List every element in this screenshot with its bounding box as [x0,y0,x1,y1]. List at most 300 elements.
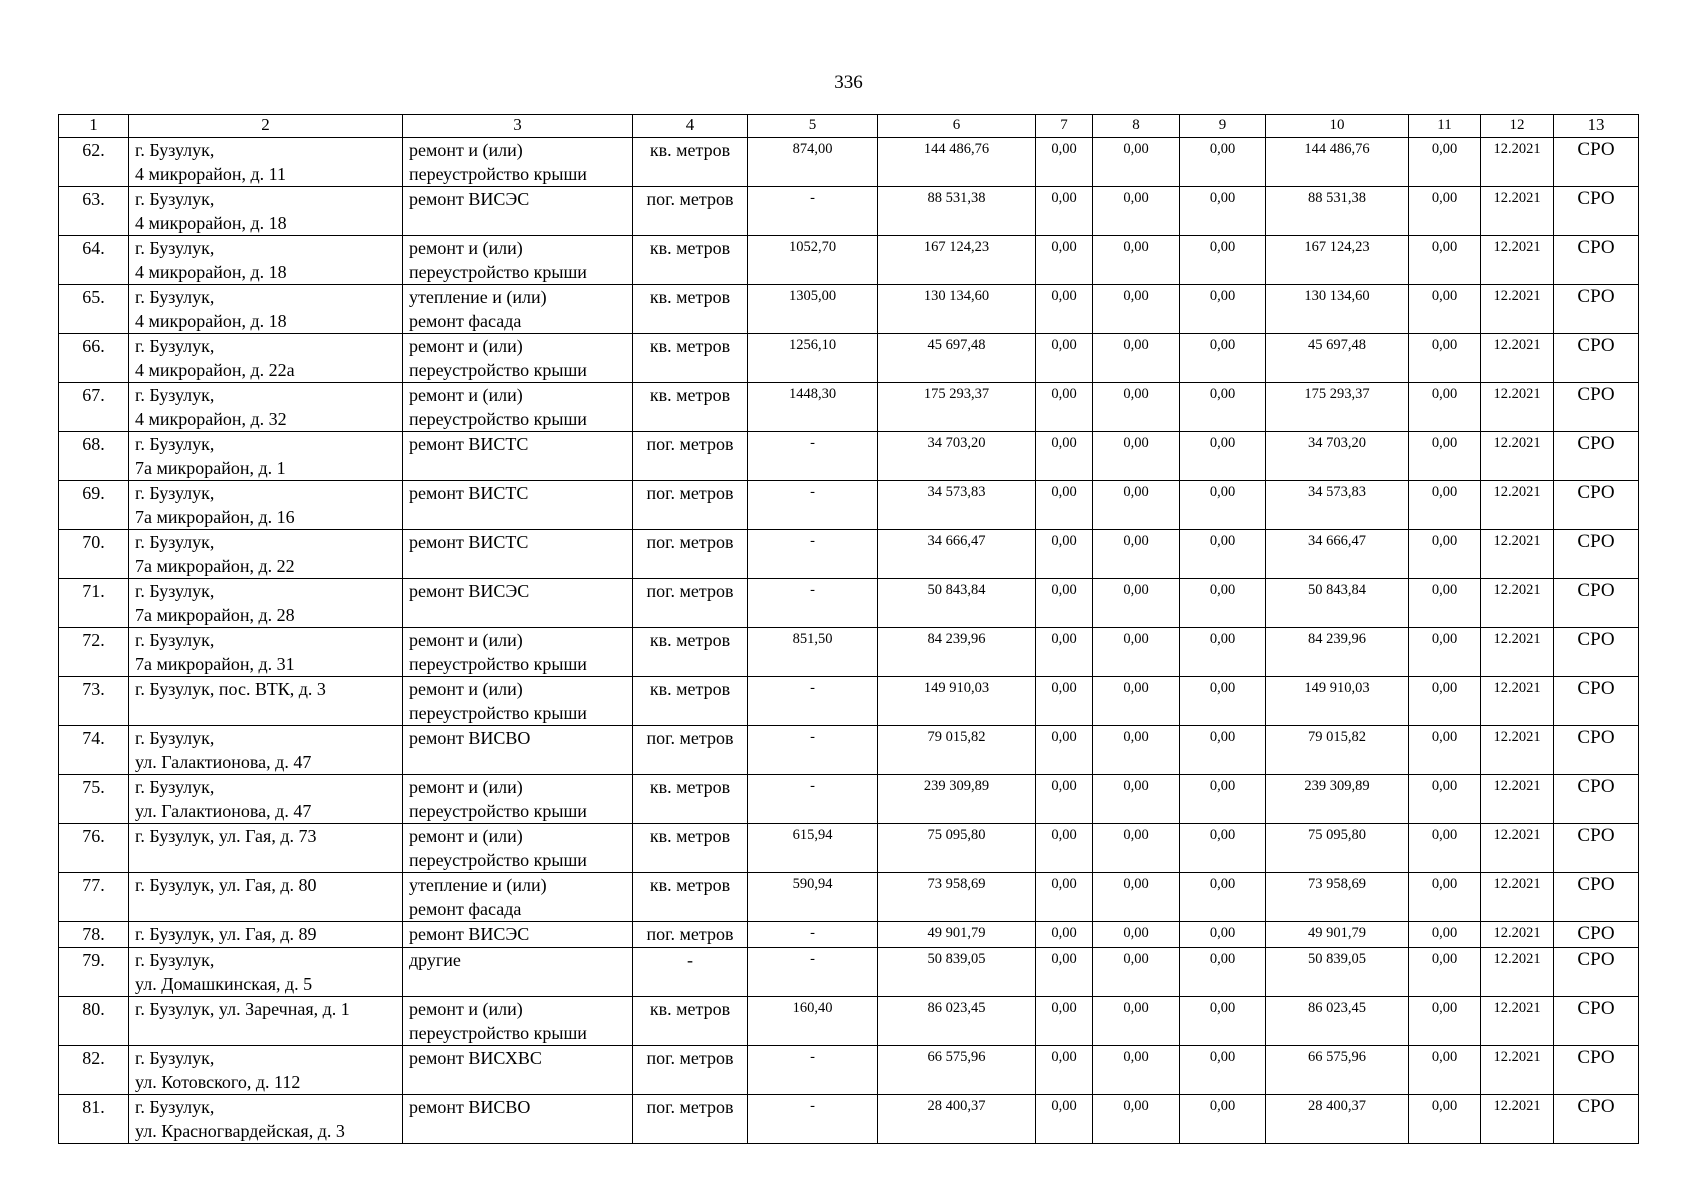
column-header: 13 [1554,115,1639,138]
address-cell [129,997,403,1046]
unit-cell: пог. метров [633,432,748,481]
row-number-cell: 69. [59,481,129,530]
table-row [59,628,1639,677]
value-cell-c6: 79 015,82 [878,726,1036,775]
row-number-cell: 81. [59,1095,129,1144]
column-header: 6 [878,115,1036,138]
value-cell-c6: 84 239,96 [878,628,1036,677]
row-number-cell: 63. [59,187,129,236]
work-type-line: ремонт и (или) [409,826,523,846]
value-cell-c9: 0,00 [1180,997,1266,1046]
value-cell-c7: 0,00 [1036,1046,1093,1095]
table-row [59,997,1639,1046]
row-number-cell: 68. [59,432,129,481]
address-line: г. Бузулук, [135,434,215,454]
value-cell-c11: 0,00 [1409,628,1481,677]
address-cell [129,138,403,187]
value-cell-c6: 45 697,48 [878,334,1036,383]
work-type-cell [403,628,633,677]
address-line: г. Бузулук, [135,950,215,970]
work-type-line: утепление и (или) [409,875,547,895]
address-line: 7а микрорайон, д. 16 [135,507,295,527]
address-line: г. Бузулук, [135,728,215,748]
value-cell-c5: - [748,948,878,997]
work-type-line: ремонт и (или) [409,385,523,405]
work-type-line: ремонт ВИСЭС [409,581,530,601]
unit-cell: кв. метров [633,383,748,432]
row-number-cell: 74. [59,726,129,775]
value-cell-c10: 73 958,69 [1266,873,1409,922]
value-cell-c10: 84 239,96 [1266,628,1409,677]
value-cell-c6: 73 958,69 [878,873,1036,922]
address-line: г. Бузулук, ул. Заречная, д. 1 [135,999,350,1019]
value-cell-c8: 0,00 [1093,1046,1180,1095]
work-type-cell [403,236,633,285]
value-cell-c9: 0,00 [1180,481,1266,530]
value-cell-c6: 239 309,89 [878,775,1036,824]
value-cell-c7: 0,00 [1036,1095,1093,1144]
value-cell-c5: - [748,726,878,775]
value-cell-c8: 0,00 [1093,285,1180,334]
method-cell: СРО [1554,997,1639,1046]
value-cell-c9: 0,00 [1180,138,1266,187]
address-line: г. Бузулук, [135,483,215,503]
work-type-line: ремонт ВИСЭС [409,189,530,209]
row-number-cell: 66. [59,334,129,383]
unit-cell: кв. метров [633,285,748,334]
value-cell-c8: 0,00 [1093,334,1180,383]
table-row [59,530,1639,579]
address-line: 7а микрорайон, д. 22 [135,556,295,576]
value-cell-c8: 0,00 [1093,922,1180,948]
address-line: г. Бузулук, ул. Гая, д. 89 [135,924,317,944]
value-cell-c5: - [748,530,878,579]
value-cell-c7: 0,00 [1036,997,1093,1046]
row-number-cell: 67. [59,383,129,432]
table-row [59,1095,1639,1144]
value-cell-c11: 0,00 [1409,948,1481,997]
unit-cell: кв. метров [633,873,748,922]
unit-cell: кв. метров [633,236,748,285]
table-row [59,677,1639,726]
value-cell-c8: 0,00 [1093,948,1180,997]
table-row [59,285,1639,334]
value-cell-c6: 144 486,76 [878,138,1036,187]
address-line: г. Бузулук, [135,385,215,405]
value-cell-c12: 12.2021 [1481,530,1554,579]
value-cell-c6: 34 573,83 [878,481,1036,530]
unit-cell: пог. метров [633,922,748,948]
value-cell-c12: 12.2021 [1481,948,1554,997]
unit-cell: кв. метров [633,677,748,726]
table-row [59,187,1639,236]
value-cell-c9: 0,00 [1180,285,1266,334]
value-cell-c6: 28 400,37 [878,1095,1036,1144]
value-cell-c7: 0,00 [1036,334,1093,383]
address-line: г. Бузулук, [135,1097,215,1117]
value-cell-c8: 0,00 [1093,628,1180,677]
address-cell [129,481,403,530]
unit-cell: пог. метров [633,187,748,236]
value-cell-c5: - [748,481,878,530]
value-cell-c6: 34 703,20 [878,432,1036,481]
value-cell-c8: 0,00 [1093,138,1180,187]
value-cell-c7: 0,00 [1036,922,1093,948]
value-cell-c8: 0,00 [1093,530,1180,579]
value-cell-c11: 0,00 [1409,138,1481,187]
table-row [59,579,1639,628]
address-line: г. Бузулук, ул. Гая, д. 73 [135,826,317,846]
row-number-cell: 79. [59,948,129,997]
column-header: 10 [1266,115,1409,138]
value-cell-c7: 0,00 [1036,579,1093,628]
value-cell-c7: 0,00 [1036,138,1093,187]
value-cell-c10: 167 124,23 [1266,236,1409,285]
unit-cell: пог. метров [633,481,748,530]
work-type-cell [403,187,633,236]
value-cell-c7: 0,00 [1036,726,1093,775]
value-cell-c11: 0,00 [1409,1095,1481,1144]
work-type-cell [403,726,633,775]
value-cell-c7: 0,00 [1036,530,1093,579]
address-line: г. Бузулук, [135,287,215,307]
page-number: 336 [834,72,863,93]
address-line: г. Бузулук, [135,1048,215,1068]
method-cell: СРО [1554,677,1639,726]
work-type-line: утепление и (или) [409,287,547,307]
value-cell-c11: 0,00 [1409,873,1481,922]
address-line: ул. Домашкинская, д. 5 [135,974,313,994]
table-row [59,922,1639,948]
row-number-cell: 70. [59,530,129,579]
address-line: г. Бузулук, [135,777,215,797]
value-cell-c9: 0,00 [1180,775,1266,824]
unit-cell: кв. метров [633,997,748,1046]
value-cell-c5: 590,94 [748,873,878,922]
row-number-cell: 82. [59,1046,129,1095]
value-cell-c12: 12.2021 [1481,285,1554,334]
value-cell-c12: 12.2021 [1481,432,1554,481]
address-line: 4 микрорайон, д. 11 [135,164,287,184]
value-cell-c12: 12.2021 [1481,922,1554,948]
row-number-cell: 62. [59,138,129,187]
value-cell-c10: 66 575,96 [1266,1046,1409,1095]
value-cell-c12: 12.2021 [1481,873,1554,922]
work-type-cell [403,775,633,824]
value-cell-c12: 12.2021 [1481,481,1554,530]
value-cell-c12: 12.2021 [1481,236,1554,285]
work-type-cell [403,383,633,432]
value-cell-c7: 0,00 [1036,383,1093,432]
method-cell: СРО [1554,187,1639,236]
value-cell-c8: 0,00 [1093,236,1180,285]
value-cell-c9: 0,00 [1180,948,1266,997]
column-header: 2 [129,115,403,138]
value-cell-c7: 0,00 [1036,677,1093,726]
table-row [59,948,1639,997]
method-cell: СРО [1554,138,1639,187]
value-cell-c12: 12.2021 [1481,775,1554,824]
value-cell-c11: 0,00 [1409,383,1481,432]
method-cell: СРО [1554,775,1639,824]
method-cell: СРО [1554,726,1639,775]
address-line: 7а микрорайон, д. 1 [135,458,286,478]
value-cell-c11: 0,00 [1409,579,1481,628]
value-cell-c5: - [748,187,878,236]
value-cell-c5: - [748,677,878,726]
value-cell-c11: 0,00 [1409,677,1481,726]
value-cell-c10: 130 134,60 [1266,285,1409,334]
work-type-line: ремонт ВИСХВС [409,1048,542,1068]
column-header: 12 [1481,115,1554,138]
address-cell [129,1095,403,1144]
table-row [59,824,1639,873]
address-cell [129,1046,403,1095]
value-cell-c9: 0,00 [1180,530,1266,579]
value-cell-c8: 0,00 [1093,997,1180,1046]
address-line: г. Бузулук, [135,238,215,258]
value-cell-c5: - [748,579,878,628]
value-cell-c9: 0,00 [1180,236,1266,285]
value-cell-c5: 874,00 [748,138,878,187]
work-type-cell [403,530,633,579]
value-cell-c11: 0,00 [1409,481,1481,530]
method-cell: СРО [1554,948,1639,997]
work-type-line: ремонт и (или) [409,140,523,160]
work-type-line: переустройство крыши [409,703,587,723]
value-cell-c10: 239 309,89 [1266,775,1409,824]
table-row [59,1046,1639,1095]
value-cell-c8: 0,00 [1093,824,1180,873]
value-cell-c9: 0,00 [1180,1095,1266,1144]
value-cell-c9: 0,00 [1180,873,1266,922]
value-cell-c6: 49 901,79 [878,922,1036,948]
value-cell-c5: 615,94 [748,824,878,873]
column-header: 1 [59,115,129,138]
value-cell-c5: 1256,10 [748,334,878,383]
value-cell-c9: 0,00 [1180,579,1266,628]
value-cell-c10: 34 666,47 [1266,530,1409,579]
value-cell-c12: 12.2021 [1481,138,1554,187]
address-cell [129,948,403,997]
value-cell-c12: 12.2021 [1481,628,1554,677]
value-cell-c7: 0,00 [1036,236,1093,285]
column-header: 11 [1409,115,1481,138]
address-line: ул. Красногвардейская, д. 3 [135,1121,345,1141]
value-cell-c8: 0,00 [1093,873,1180,922]
work-type-line: ремонт ВИСТС [409,483,529,503]
value-cell-c12: 12.2021 [1481,334,1554,383]
value-cell-c10: 45 697,48 [1266,334,1409,383]
row-number-cell: 78. [59,922,129,948]
work-type-line: ремонт и (или) [409,679,523,699]
value-cell-c5: - [748,432,878,481]
value-cell-c6: 50 839,05 [878,948,1036,997]
row-number-cell: 80. [59,997,129,1046]
address-line: ул. Галактионова, д. 47 [135,801,312,821]
address-line: г. Бузулук, [135,140,215,160]
row-number-cell: 76. [59,824,129,873]
table-row [59,334,1639,383]
value-cell-c6: 149 910,03 [878,677,1036,726]
method-cell: СРО [1554,1095,1639,1144]
method-cell: СРО [1554,824,1639,873]
unit-cell: кв. метров [633,334,748,383]
value-cell-c8: 0,00 [1093,775,1180,824]
value-cell-c7: 0,00 [1036,873,1093,922]
table-row [59,726,1639,775]
work-type-line: ремонт и (или) [409,336,523,356]
address-cell [129,530,403,579]
table-row [59,481,1639,530]
value-cell-c10: 144 486,76 [1266,138,1409,187]
row-number-cell: 65. [59,285,129,334]
address-cell [129,677,403,726]
value-cell-c12: 12.2021 [1481,383,1554,432]
value-cell-c11: 0,00 [1409,997,1481,1046]
method-cell: СРО [1554,383,1639,432]
method-cell: СРО [1554,432,1639,481]
work-type-line: ремонт ВИСТС [409,434,529,454]
method-cell: СРО [1554,579,1639,628]
column-number-header [59,115,1639,138]
value-cell-c7: 0,00 [1036,628,1093,677]
work-type-line: переустройство крыши [409,850,587,870]
unit-cell: пог. метров [633,1095,748,1144]
works-table [58,114,1639,1144]
value-cell-c11: 0,00 [1409,187,1481,236]
row-number-cell: 75. [59,775,129,824]
address-line: 4 микрорайон, д. 22а [135,360,295,380]
value-cell-c5: - [748,1046,878,1095]
value-cell-c10: 86 023,45 [1266,997,1409,1046]
value-cell-c12: 12.2021 [1481,579,1554,628]
address-cell [129,187,403,236]
work-type-line: переустройство крыши [409,262,587,282]
address-cell [129,628,403,677]
address-line: ул. Галактионова, д. 47 [135,752,312,772]
row-number-cell: 71. [59,579,129,628]
value-cell-c9: 0,00 [1180,383,1266,432]
value-cell-c6: 175 293,37 [878,383,1036,432]
work-type-line: другие [409,950,461,970]
value-cell-c5: - [748,1095,878,1144]
address-line: г. Бузулук, [135,630,215,650]
value-cell-c11: 0,00 [1409,775,1481,824]
value-cell-c5: 851,50 [748,628,878,677]
value-cell-c9: 0,00 [1180,432,1266,481]
value-cell-c6: 88 531,38 [878,187,1036,236]
unit-cell: кв. метров [633,824,748,873]
value-cell-c10: 149 910,03 [1266,677,1409,726]
work-type-line: ремонт ВИСВО [409,1097,531,1117]
address-cell [129,922,403,948]
value-cell-c9: 0,00 [1180,677,1266,726]
value-cell-c6: 66 575,96 [878,1046,1036,1095]
value-cell-c6: 130 134,60 [878,285,1036,334]
value-cell-c5: 1305,00 [748,285,878,334]
address-line: г. Бузулук, [135,532,215,552]
address-cell [129,873,403,922]
work-type-cell [403,334,633,383]
value-cell-c8: 0,00 [1093,383,1180,432]
value-cell-c9: 0,00 [1180,922,1266,948]
work-type-line: переустройство крыши [409,409,587,429]
unit-cell: кв. метров [633,138,748,187]
work-type-cell [403,1046,633,1095]
value-cell-c9: 0,00 [1180,1046,1266,1095]
value-cell-c9: 0,00 [1180,334,1266,383]
work-type-line: ремонт ВИСЭС [409,924,530,944]
value-cell-c12: 12.2021 [1481,187,1554,236]
value-cell-c8: 0,00 [1093,677,1180,726]
method-cell: СРО [1554,1046,1639,1095]
value-cell-c9: 0,00 [1180,824,1266,873]
table-row [59,873,1639,922]
value-cell-c5: - [748,775,878,824]
work-type-line: ремонт и (или) [409,999,523,1019]
value-cell-c10: 50 843,84 [1266,579,1409,628]
address-line: г. Бузулук, [135,336,215,356]
value-cell-c10: 28 400,37 [1266,1095,1409,1144]
work-type-line: переустройство крыши [409,164,587,184]
row-number-cell: 73. [59,677,129,726]
unit-cell: пог. метров [633,530,748,579]
value-cell-c10: 49 901,79 [1266,922,1409,948]
column-header: 5 [748,115,878,138]
value-cell-c10: 34 573,83 [1266,481,1409,530]
value-cell-c11: 0,00 [1409,922,1481,948]
method-cell: СРО [1554,873,1639,922]
unit-cell: - [633,948,748,997]
work-type-cell [403,285,633,334]
table-row [59,236,1639,285]
column-header: 9 [1180,115,1266,138]
work-type-cell [403,138,633,187]
value-cell-c7: 0,00 [1036,481,1093,530]
work-type-cell [403,579,633,628]
work-type-line: переустройство крыши [409,654,587,674]
value-cell-c8: 0,00 [1093,579,1180,628]
value-cell-c5: 160,40 [748,997,878,1046]
value-cell-c11: 0,00 [1409,530,1481,579]
address-line: 4 микрорайон, д. 32 [135,409,287,429]
value-cell-c10: 79 015,82 [1266,726,1409,775]
value-cell-c9: 0,00 [1180,628,1266,677]
work-type-cell [403,824,633,873]
address-cell [129,432,403,481]
column-header: 3 [403,115,633,138]
work-type-cell [403,873,633,922]
value-cell-c12: 12.2021 [1481,1046,1554,1095]
value-cell-c12: 12.2021 [1481,677,1554,726]
value-cell-c11: 0,00 [1409,236,1481,285]
method-cell: СРО [1554,628,1639,677]
value-cell-c6: 34 666,47 [878,530,1036,579]
value-cell-c7: 0,00 [1036,187,1093,236]
work-type-line: ремонт ВИСТС [409,532,529,552]
work-type-line: ремонт и (или) [409,238,523,258]
address-line: 7а микрорайон, д. 31 [135,654,295,674]
address-cell [129,579,403,628]
value-cell-c11: 0,00 [1409,285,1481,334]
address-line: г. Бузулук, пос. ВТК, д. 3 [135,679,326,699]
address-cell [129,824,403,873]
work-type-line: ремонт фасада [409,899,522,919]
value-cell-c12: 12.2021 [1481,726,1554,775]
address-line: 4 микрорайон, д. 18 [135,213,287,233]
table-row [59,383,1639,432]
